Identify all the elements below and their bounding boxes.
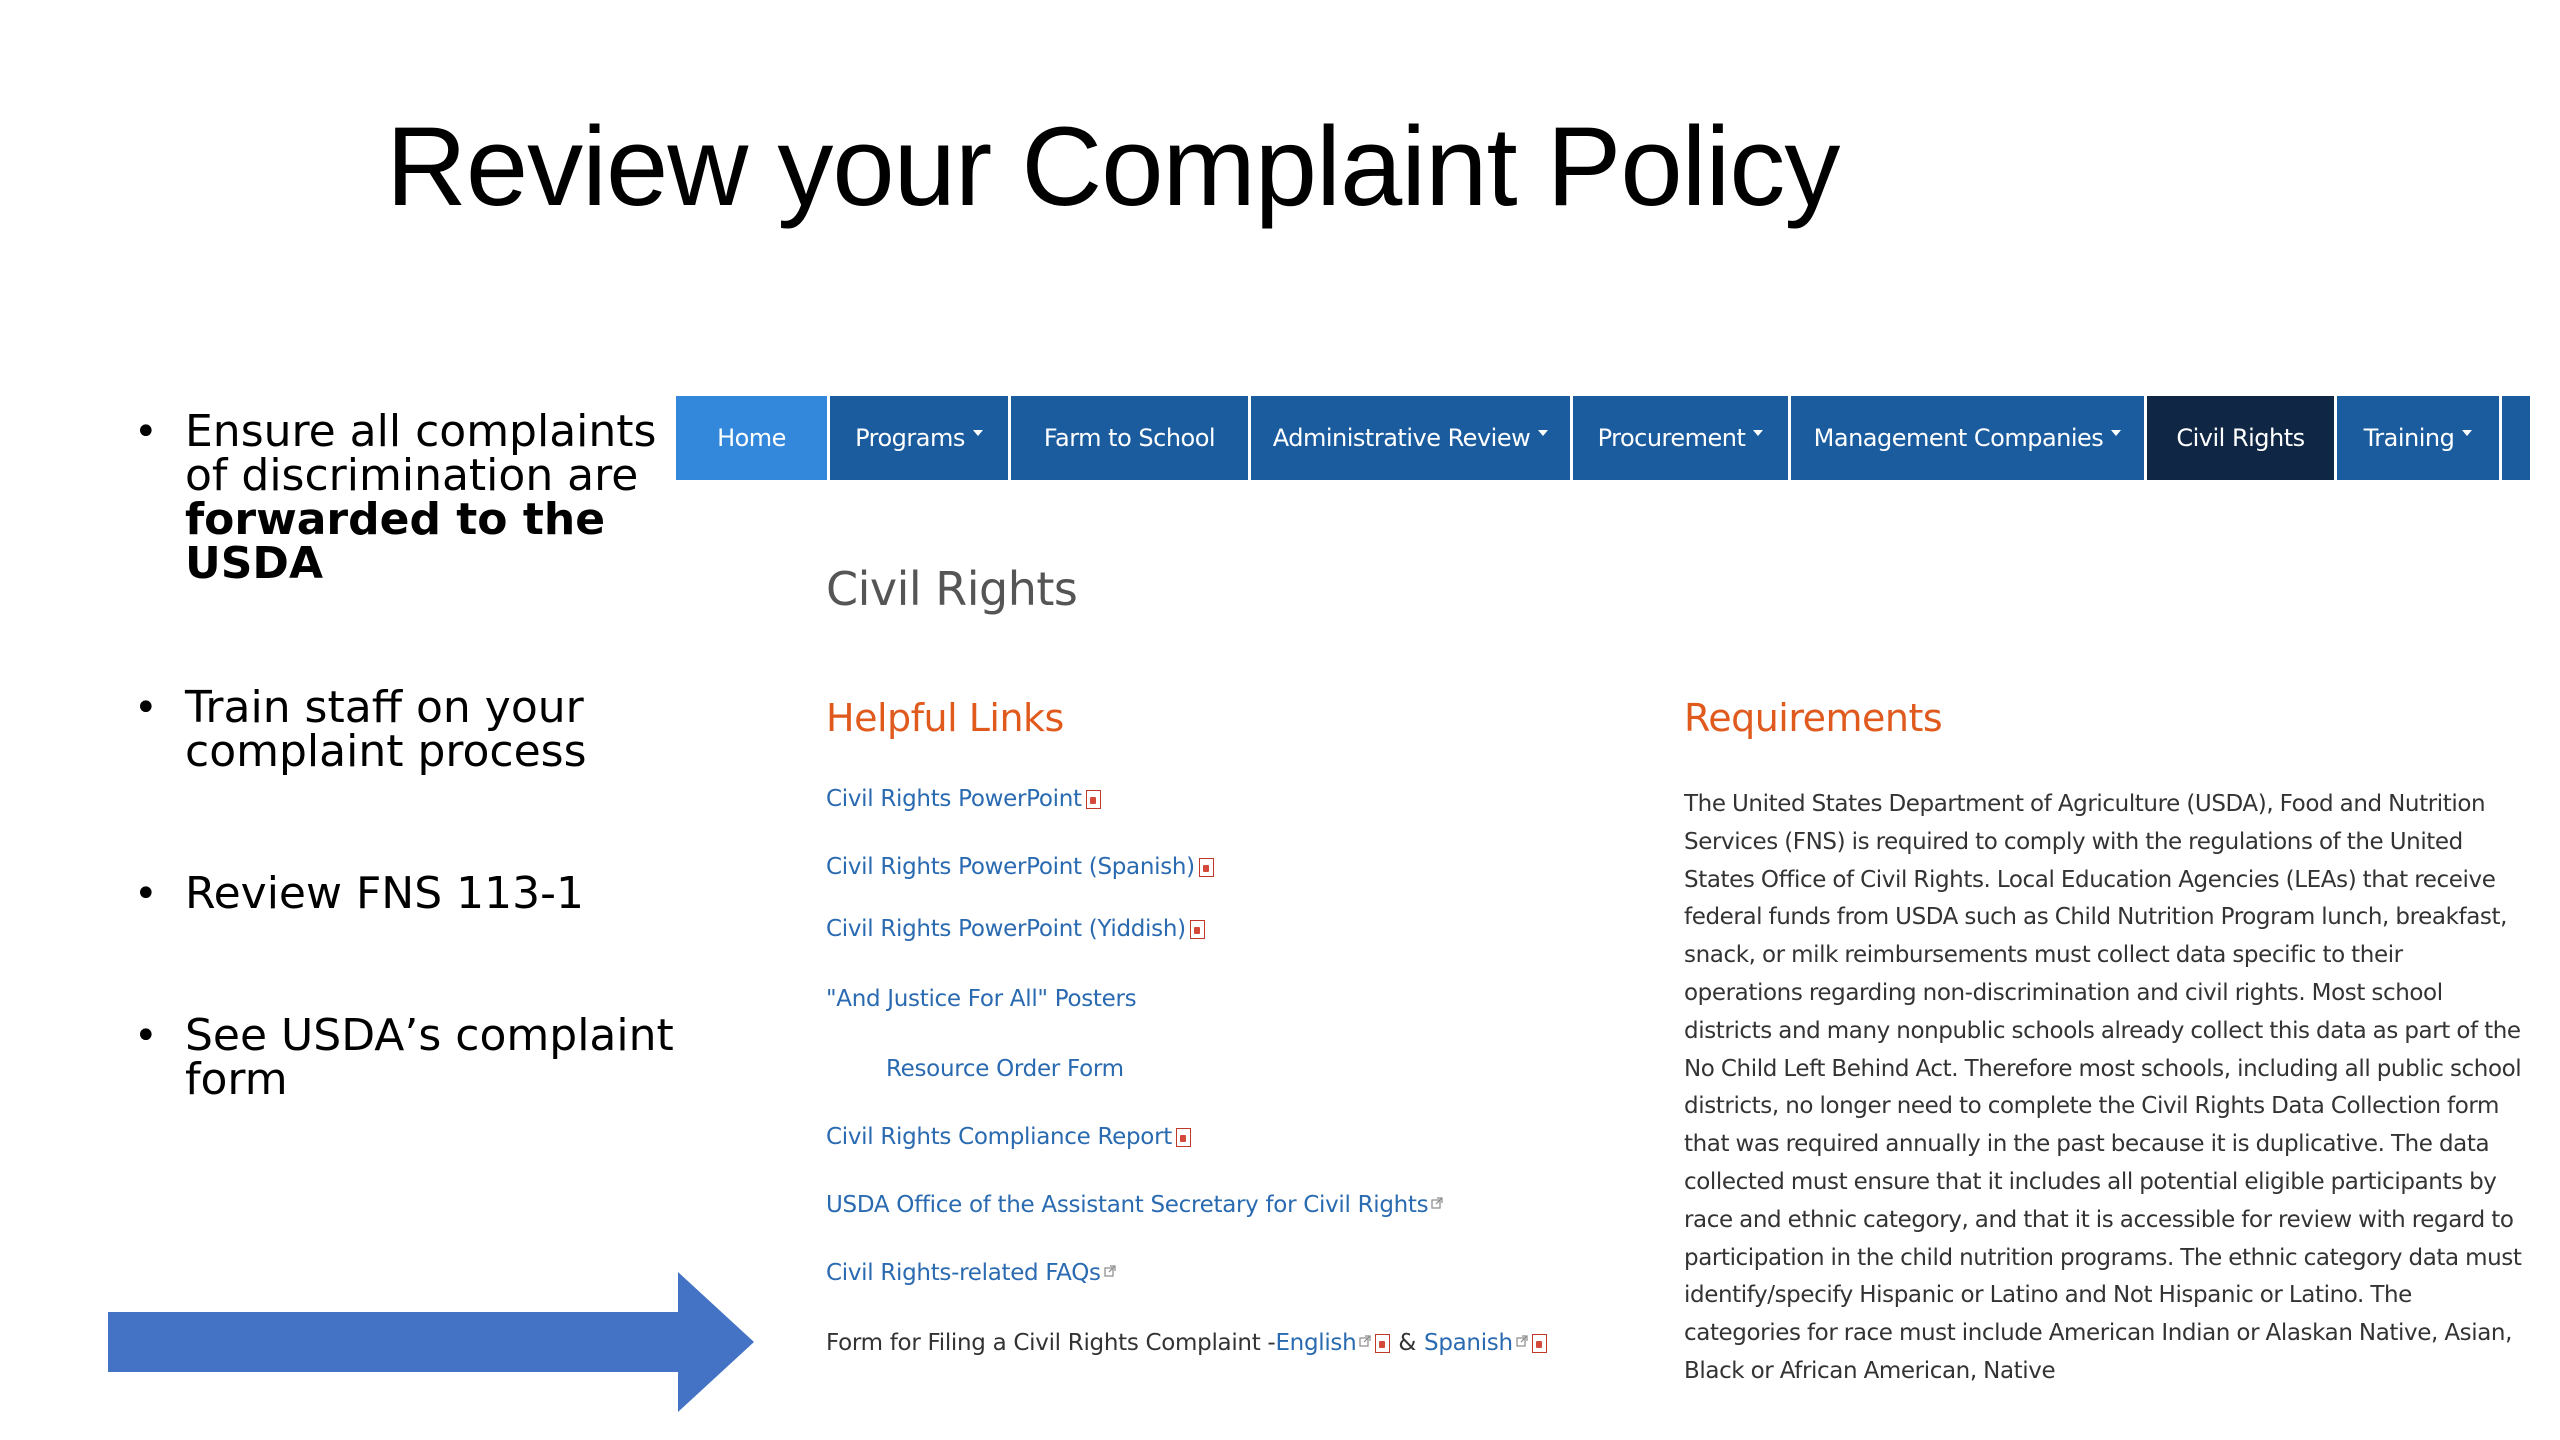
nav-item-management-companies[interactable] bbox=[1791, 396, 2147, 480]
nav-item-label: Training bbox=[2363, 424, 2455, 452]
right-arrow-icon bbox=[108, 1272, 758, 1412]
nav-item-programs[interactable] bbox=[830, 396, 1011, 480]
caret-down-icon bbox=[1538, 430, 1548, 436]
bullet-item bbox=[130, 868, 705, 919]
caret-down-icon bbox=[2462, 430, 2472, 436]
nav-item-training[interactable] bbox=[2337, 396, 2502, 480]
nav-item-label: Procurement bbox=[1597, 424, 1746, 452]
pdf-icon bbox=[1375, 1334, 1390, 1353]
link-civil-rights-faqs[interactable]: Civil Rights-related FAQs bbox=[826, 1260, 1101, 1286]
nav-item-home[interactable] bbox=[676, 396, 830, 480]
link-civil-rights-powerpoint-spanish[interactable]: Civil Rights PowerPoint (Spanish) bbox=[826, 854, 1195, 880]
link-civil-rights-powerpoint-yiddish[interactable]: Civil Rights PowerPoint (Yiddish) bbox=[826, 916, 1186, 942]
nav-item-label: Management Companies bbox=[1813, 424, 2104, 452]
bullet-text: Train staff on your complaint process bbox=[185, 682, 587, 777]
bullet-bold-text: forwarded to the USDA bbox=[185, 494, 606, 589]
external-link-icon bbox=[1516, 1335, 1528, 1347]
complaint-form-row bbox=[826, 1330, 1547, 1356]
bullet-text: Review FNS 113-1 bbox=[185, 868, 584, 919]
bullet-text: See USDA’s complaint form bbox=[185, 1010, 674, 1105]
nav-item-procurement[interactable] bbox=[1573, 396, 1791, 480]
requirements-body: The United States Department of Agriculture (USDA), Food and Nutrition Services (FNS) is required to comply with the regulations of the United States Office of Civil Rights. Local Education Agencies (LEAs) that receive federal funds from USDA such as Child Nutrition Program lunch, breakfast, snack, or milk reimbursements must collect data specific to their operations regarding non-discrimination and civil rights. Most school districts and many nonpublic schools already collect this data as part of the No Child Left Behind Act. Therefore most schools, including all public school districts, no longer need to complete the Civil Rights Data Collection form that was required annually in the past because it is duplicative. The data collected must ensure that it includes all potential eligible participants by race and ethnic category, and that it is accessible for review with regard to participation in the child nutrition programs. The ethnic category data must identify/specify Hispanic or Latino and Not Hispanic or Latino. The categories for race must include American Indian or Alaskan Native, Asian, Black or African American, Native bbox=[1684, 791, 2522, 1384]
caret-down-icon bbox=[2111, 430, 2121, 436]
pdf-icon bbox=[1086, 790, 1101, 809]
list-item bbox=[826, 916, 1205, 942]
list-item bbox=[826, 1192, 1443, 1218]
link-usda-office-civil-rights[interactable]: USDA Office of the Assistant Secretary for Civil Rights bbox=[826, 1192, 1429, 1218]
nav-item-overflow[interactable] bbox=[2502, 396, 2530, 480]
caret-down-icon bbox=[1753, 430, 1763, 436]
caret-down-icon bbox=[973, 430, 983, 436]
nav-item-label: Programs bbox=[855, 424, 965, 452]
external-link-icon bbox=[1359, 1335, 1371, 1347]
complaint-form-label: Form for Filing a Civil Rights Complaint - bbox=[826, 1330, 1276, 1356]
pdf-icon bbox=[1532, 1334, 1547, 1353]
link-resource-order-form[interactable]: Resource Order Form bbox=[886, 1056, 1124, 1082]
link-civil-rights-powerpoint[interactable]: Civil Rights PowerPoint bbox=[826, 786, 1082, 812]
bullet-item bbox=[130, 1010, 705, 1105]
list-item bbox=[826, 786, 1101, 812]
nav-item-administrative-review[interactable] bbox=[1251, 396, 1573, 480]
bullet-text: Ensure all complaints of discrimination are bbox=[185, 406, 657, 501]
list-item bbox=[826, 854, 1214, 880]
nav-item-label: Civil Rights bbox=[2176, 424, 2305, 452]
link-complaint-form-spanish[interactable]: Spanish bbox=[1424, 1330, 1513, 1356]
list-item bbox=[826, 1260, 1116, 1286]
helpful-links-heading: Helpful Links bbox=[826, 696, 1064, 740]
external-link-icon bbox=[1431, 1197, 1443, 1209]
bullet-item bbox=[130, 682, 705, 777]
page-title: Civil Rights bbox=[826, 562, 1078, 616]
slide-title: Review your Complaint Policy bbox=[386, 104, 1840, 229]
nav-item-civil-rights[interactable] bbox=[2147, 396, 2337, 480]
link-and-justice-for-all-posters[interactable]: "And Justice For All" Posters bbox=[826, 986, 1137, 1012]
requirements-heading: Requirements bbox=[1684, 696, 1943, 740]
nav-item-label: Home bbox=[717, 424, 786, 452]
pdf-icon bbox=[1199, 858, 1214, 877]
nav-item-label: Administrative Review bbox=[1272, 424, 1531, 452]
link-complaint-form-english[interactable]: English bbox=[1275, 1330, 1357, 1356]
list-item bbox=[826, 986, 1136, 1012]
bullet-item bbox=[130, 406, 705, 589]
pdf-icon bbox=[1190, 920, 1205, 939]
external-link-icon bbox=[1104, 1265, 1116, 1277]
list-item bbox=[826, 1124, 1191, 1150]
pdf-icon bbox=[1176, 1128, 1191, 1147]
site-navbar bbox=[676, 396, 2530, 480]
nav-item-label: Farm to School bbox=[1043, 424, 1216, 452]
ampersand: & bbox=[1398, 1330, 1417, 1356]
list-item bbox=[886, 1056, 1124, 1082]
nav-item-farm-to-school[interactable] bbox=[1011, 396, 1251, 480]
link-civil-rights-compliance-report[interactable]: Civil Rights Compliance Report bbox=[826, 1124, 1172, 1150]
